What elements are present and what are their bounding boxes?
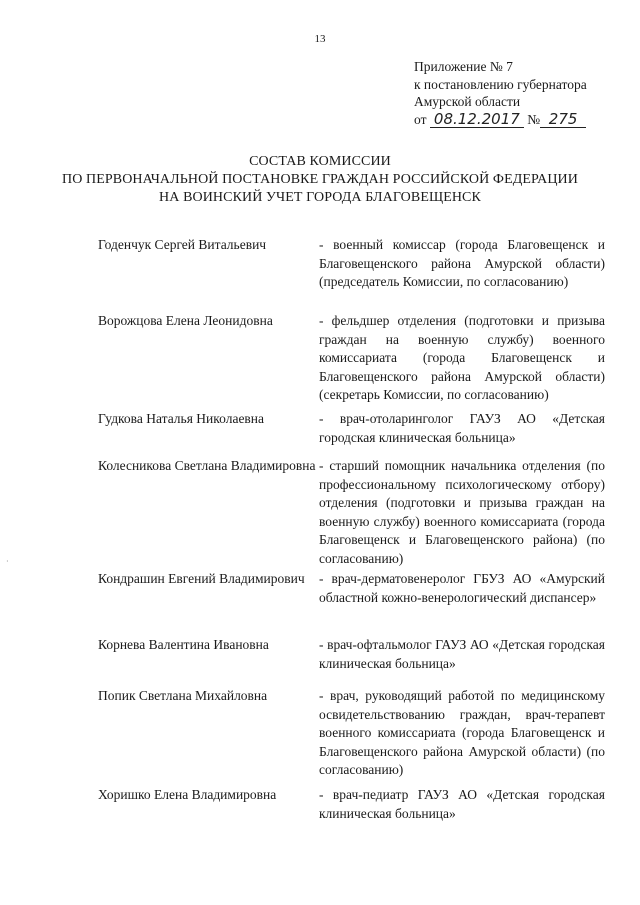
member-role: - врач, руководящий работой по медицинскому освидетельствованию граждан, врач-терапевт военного комиссариата (города Благовещенск и Благовещенского района Амурской области) (по согласованию) <box>319 688 605 777</box>
title-line-3: НА ВОИНСКИЙ УЧЕТ ГОРОДА БЛАГОВЕЩЕНСК <box>159 190 481 205</box>
appendix-signature-line <box>414 111 587 129</box>
title-line-2: ПО ПЕРВОНАЧАЛЬНОЙ ПОСТАНОВКЕ ГРАЖДАН РОССИЙСКОЙ ФЕДЕРАЦИИ <box>62 172 578 187</box>
member-role: - врач-отоларинголог ГАУЗ АО «Детская городская клиническая больница» <box>319 411 605 445</box>
member-role: - фельдшер отделения (подготовки и призыва граждан на военную службу) военного комиссариата (города Благовещенск и Благовещенского района Амурской области) (секретарь Комиссии, по согласованию) <box>319 313 605 402</box>
member-role: - врач-офтальмолог ГАУЗ АО «Детская городская клиническая больница» <box>319 637 605 671</box>
member-name: Ворожцова Елена Леонидовна <box>98 313 273 328</box>
appendix-block <box>414 58 587 128</box>
member-name: Корнева Валентина Ивановна <box>98 637 269 652</box>
member-row <box>98 636 610 687</box>
member-name: Колесникова Светлана Владимировна <box>98 458 316 473</box>
scan-speck: · <box>6 557 9 566</box>
number-label: № <box>527 111 541 127</box>
member-name: Кондрашин Евгений Владимирович <box>98 571 305 586</box>
member-role: - военный комиссар (города Благовещенск и Благовещенского района Амурской области) (председатель Комиссии, по согласованию) <box>319 237 605 289</box>
document-title <box>0 153 640 207</box>
member-role: - врач-педиатр ГАУЗ АО «Детская городская клиническая больница» <box>319 787 605 821</box>
title-line-1: СОСТАВ КОМИССИИ <box>249 154 391 169</box>
member-role: - врач-дерматовенеролог ГБУЗ АО «Амурский областной кожно-венерологический диспансер» <box>319 571 605 605</box>
member-name: Гудкова Наталья Николаевна <box>98 411 265 426</box>
member-row <box>98 457 610 570</box>
member-row <box>98 687 610 786</box>
member-name: Годенчук Сергей Витальевич <box>98 237 267 252</box>
page-number: 13 <box>314 33 326 45</box>
handwritten-number: 275 <box>540 112 586 128</box>
member-name: Попик Светлана Михайловна <box>98 688 268 703</box>
member-row <box>98 410 610 457</box>
member-row <box>98 236 610 312</box>
member-role: - старший помощник начальника отделения (по профессиональному психологическому отбору) отделения (подготовки и призыва граждан на военную службу) военного комиссариата (города Благовещенск и Благовещенского района) (по согласованию) <box>319 458 605 566</box>
member-row <box>98 786 610 826</box>
member-row <box>98 312 610 410</box>
from-label: от <box>414 111 427 127</box>
appendix-line-1: Приложение № 7 <box>414 59 513 74</box>
member-name: Хоришко Елена Владимировна <box>98 787 277 802</box>
handwritten-date: 08.12.2017 <box>430 112 524 128</box>
appendix-line-2: к постановлению губернатора <box>414 76 587 92</box>
appendix-line-3: Амурской области <box>414 94 521 109</box>
members-list <box>98 236 610 826</box>
member-row <box>98 570 610 636</box>
